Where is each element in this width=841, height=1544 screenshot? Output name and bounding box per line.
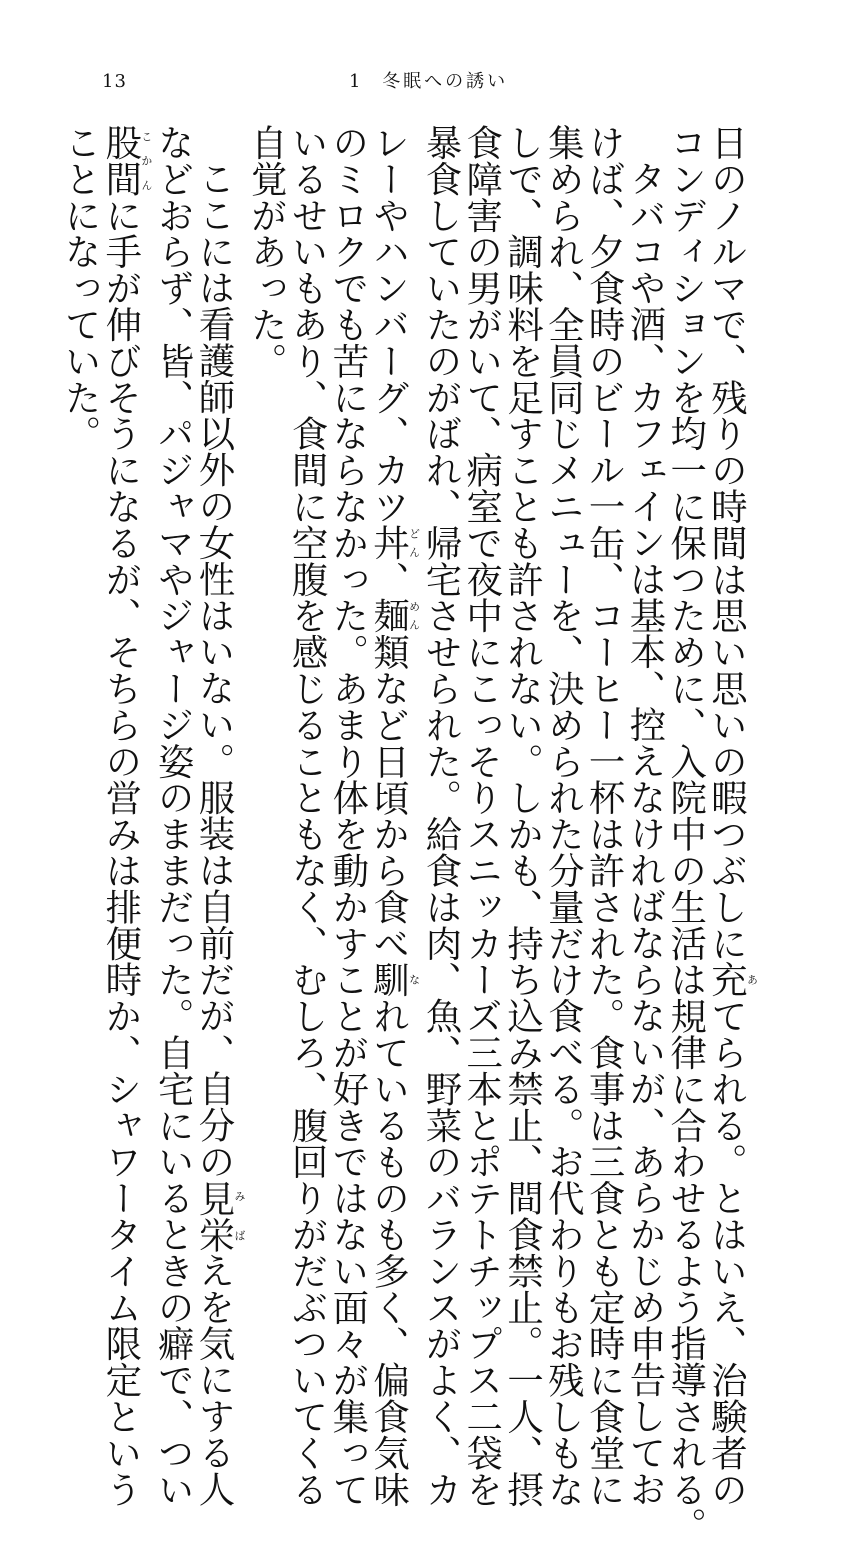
body-text bbox=[59, 124, 759, 1544]
text-line: 自覚があった。 bbox=[245, 124, 289, 379]
ruby-annotation: 充あ bbox=[705, 961, 759, 998]
text-line: いるせいもあり、食間に空腹を感じることもなく、むしろ、腹回りがだぶついてくる bbox=[286, 124, 330, 1508]
text-line: のミロクでも苦にならなかった。あまり体を動かすことが好きではない面々が集って bbox=[326, 124, 370, 1508]
ruby-annotation: 丼どん bbox=[367, 524, 421, 561]
text-line: ここには看護師以外の女性はいない。服装は自前だが、自分の見栄みばえを気にする人 bbox=[192, 160, 246, 1508]
chapter-title: 冬眠への誘い bbox=[382, 71, 509, 92]
ruby-annotation: 見栄みば bbox=[192, 1179, 246, 1253]
running-head bbox=[349, 73, 508, 91]
text-line: しで、調味料を足すことも許されない。しかも、持ち込み禁止、間食禁止。一人、摂 bbox=[501, 124, 545, 1508]
text-line: ことになっていた。 bbox=[59, 124, 103, 452]
text-line: 暴食していたのがばれ、帰宅させられた。給食は肉、魚、野菜のバランスがよく、カ bbox=[419, 124, 463, 1508]
ruby-annotation: 馴な bbox=[367, 961, 421, 998]
text-line: 食障害の男がいて、病室で夜中にこっそりスニッカーズ三本とポテトチップス二袋を bbox=[460, 124, 504, 1508]
text-line: レーやハンバーグ、カツ丼どん、麺めん類など日頃から食べ馴なれているものも多く、偏食気味 bbox=[367, 124, 421, 1508]
text-line: 股間こかんに手が伸びそうになるが、そちらの営みは排便時か、シャワータイム限定という bbox=[99, 124, 153, 1508]
text-line: タバコや酒、カフェインは基本、控えなければならないが、あらかじめ申告してお bbox=[623, 160, 667, 1508]
text-line: けば、夕食時のビール一缶、コーヒー一杯は許された。食事は三食とも定時に食堂に bbox=[583, 124, 627, 1508]
text-line: などおらず、皆、パジャマやジャージ姿のままだった。自宅にいるときの癖で、つい bbox=[152, 124, 196, 1508]
ruby-annotation: 麺めん bbox=[367, 597, 421, 634]
chapter-number: 1 bbox=[349, 71, 361, 92]
text-line: 日のノルマで、残りの時間は思い思いの暇つぶしに充あてられる。とはいえ、治験者の bbox=[705, 124, 759, 1508]
page-number: 13 bbox=[102, 71, 127, 92]
text-line: 集められ、全員同じメニューを、決められた分量だけ食べる。お代わりもお残しもな bbox=[542, 124, 586, 1508]
text-line: コンディションを均一に保つために、入院中の生活は規律に合わせるよう指導される。 bbox=[664, 124, 708, 1544]
ruby-annotation: 股間こかん bbox=[99, 124, 153, 197]
